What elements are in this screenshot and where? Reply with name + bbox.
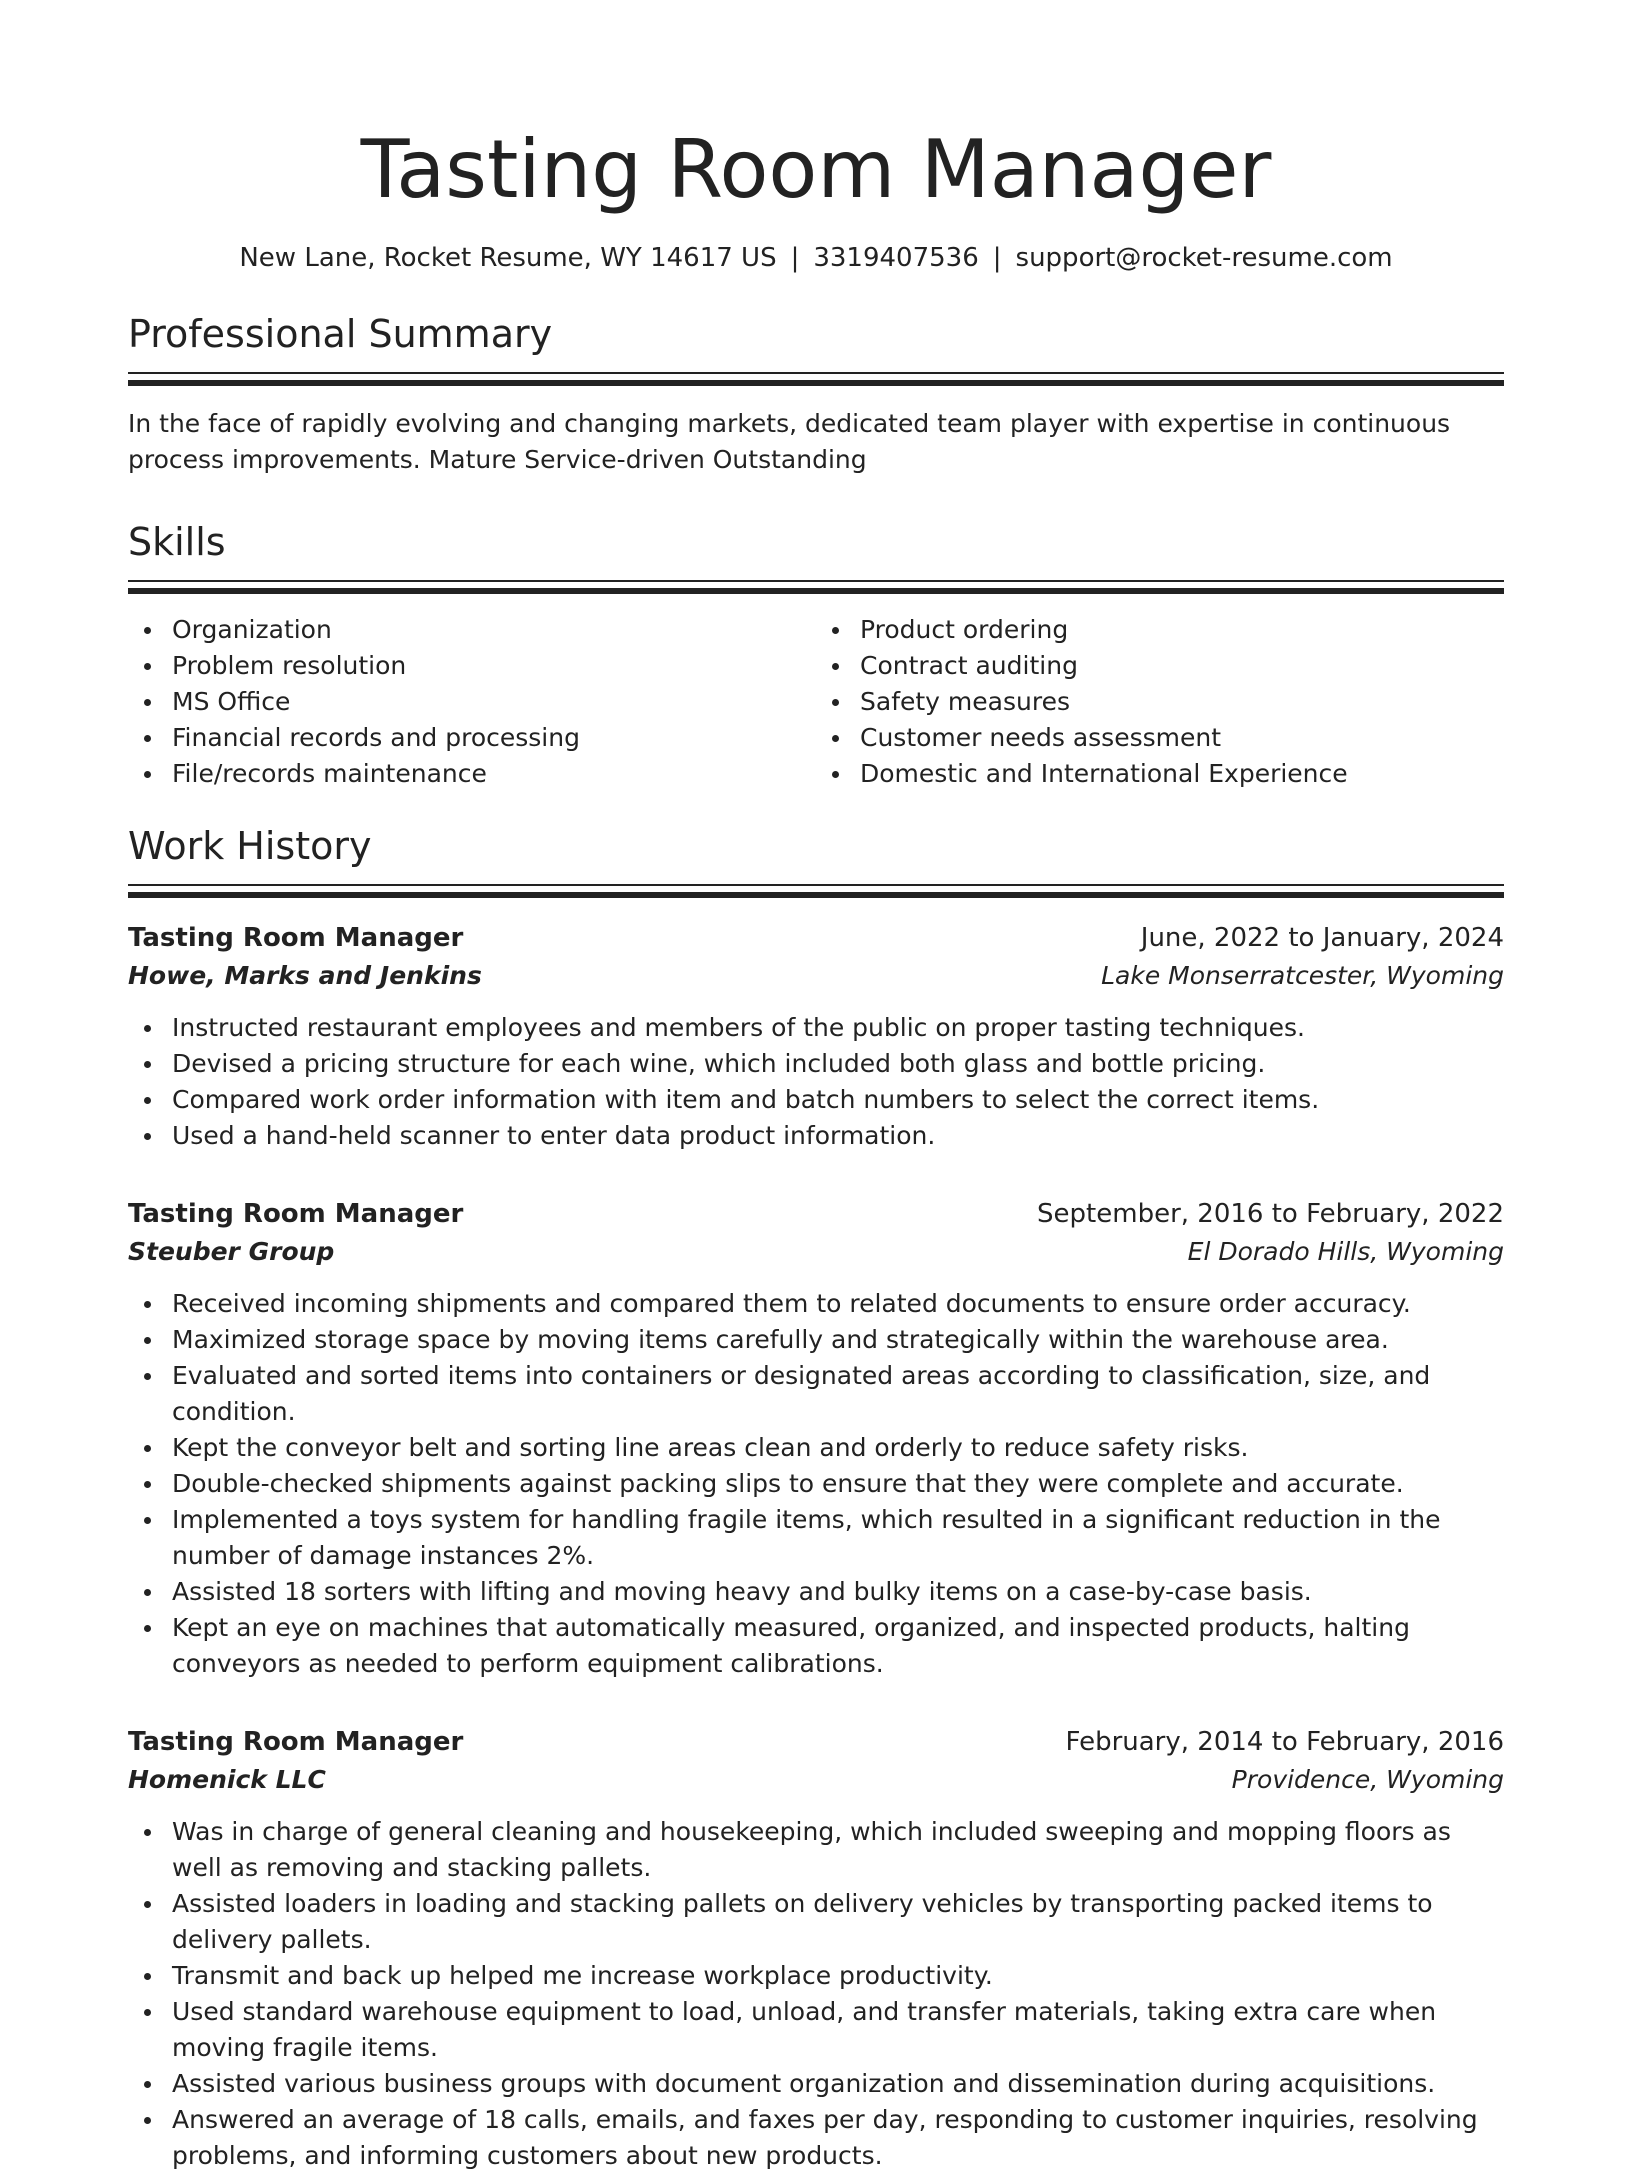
job-duties-list <box>128 1010 1504 1154</box>
job-location: Providence, Wyoming <box>1231 1765 1504 1794</box>
skill-item: Domestic and International Experience <box>816 756 1504 792</box>
job-duty: Implemented a toys system for handling fragile items, which resulted in a significant reduction in the number of damage instances 2%. <box>128 1502 1504 1574</box>
job-header-row <box>128 1724 1504 1760</box>
skills-section <box>128 518 1504 792</box>
work-history-section <box>128 822 1504 2174</box>
skill-item: File/records maintenance <box>128 756 816 792</box>
job-subheader-row <box>128 956 1504 996</box>
job-duties-list <box>128 1814 1504 2174</box>
job-company: Homenick LLC <box>128 1765 326 1794</box>
job-duty: Received incoming shipments and compared them to related documents to ensure order accuracy. <box>128 1286 1504 1322</box>
job-duty: Double-checked shipments against packing slips to ensure that they were complete and accurate. <box>128 1466 1504 1502</box>
job-duty: Maximized storage space by moving items carefully and strategically within the warehouse area. <box>128 1322 1504 1358</box>
section-divider <box>128 372 1504 386</box>
job-dates: September, 2016 to February, 2022 <box>1037 1199 1504 1229</box>
job-duty: Assisted 18 sorters with lifting and moving heavy and bulky items on a case-by-case basis. <box>128 1574 1504 1610</box>
job-duty: Assisted loaders in loading and stacking pallets on delivery vehicles by transporting packed items to delivery pallets. <box>128 1886 1504 1958</box>
job-dates: June, 2022 to January, 2024 <box>1140 923 1504 953</box>
job-duties-list <box>128 1286 1504 1682</box>
skills-grid <box>128 612 1504 792</box>
skill-item: MS Office <box>128 684 816 720</box>
skill-item: Organization <box>128 612 816 648</box>
job-header-row <box>128 1196 1504 1232</box>
job-duty: Assisted various business groups with document organization and dissemination during acquisitions. <box>128 2066 1504 2102</box>
job-duty: Instructed restaurant employees and members of the public on proper tasting techniques. <box>128 1010 1504 1046</box>
skills-list-right <box>816 612 1504 792</box>
summary-text: In the face of rapidly evolving and changing markets, dedicated team player with expertise in continuous process improvements. Mature Service-driven Outstanding <box>128 409 1451 474</box>
job-location: Lake Monserratcester, Wyoming <box>1101 961 1504 990</box>
contact-separator: | <box>992 243 1002 273</box>
job-duty: Kept the conveyor belt and sorting line areas clean and orderly to reduce safety risks. <box>128 1430 1504 1466</box>
section-title-summary: Professional Summary <box>128 312 553 356</box>
skill-item: Problem resolution <box>128 648 816 684</box>
job-duty: Devised a pricing structure for each wine, which included both glass and bottle pricing. <box>128 1046 1504 1082</box>
skill-item: Financial records and processing <box>128 720 816 756</box>
job-duty: Answered an average of 18 calls, emails, and faxes per day, responding to customer inquiries, resolving problems, and informing customers about new products. <box>128 2102 1504 2174</box>
section-title-skills: Skills <box>128 520 226 564</box>
job-company: Howe, Marks and Jenkins <box>128 961 482 990</box>
job-title: Tasting Room Manager <box>128 1727 464 1757</box>
skill-item: Contract auditing <box>816 648 1504 684</box>
professional-summary-section <box>128 310 1504 478</box>
contact-line <box>128 242 1504 274</box>
job-duty: Was in charge of general cleaning and housekeeping, which included sweeping and mopping floors as well as removing and stacking pallets. <box>128 1814 1504 1886</box>
job-header-row <box>128 920 1504 956</box>
job-entry <box>128 1196 1504 1682</box>
job-title: Tasting Room Manager <box>128 923 464 953</box>
job-duty: Transmit and back up helped me increase workplace productivity. <box>128 1958 1504 1994</box>
contact-phone: 3319407536 <box>813 243 979 273</box>
skills-list-left <box>128 612 816 792</box>
resume-name: Tasting Room Manager <box>360 123 1272 216</box>
skill-item: Product ordering <box>816 612 1504 648</box>
job-entry <box>128 920 1504 1154</box>
section-title-work: Work History <box>128 824 372 868</box>
job-company: Steuber Group <box>128 1237 335 1266</box>
contact-email: support@rocket-resume.com <box>1015 243 1393 273</box>
job-duty: Used standard warehouse equipment to load, unload, and transfer materials, taking extra care when moving fragile items. <box>128 1994 1504 2066</box>
job-duty: Compared work order information with item and batch numbers to select the correct items. <box>128 1082 1504 1118</box>
job-title: Tasting Room Manager <box>128 1199 464 1229</box>
job-entry <box>128 1724 1504 2174</box>
skill-item: Customer needs assessment <box>816 720 1504 756</box>
job-subheader-row <box>128 1232 1504 1272</box>
job-duty: Kept an eye on machines that automatically measured, organized, and inspected products, halting conveyors as needed to perform equipment calibrations. <box>128 1610 1504 1682</box>
skill-item: Safety measures <box>816 684 1504 720</box>
section-divider <box>128 580 1504 594</box>
job-duty: Used a hand-held scanner to enter data product information. <box>128 1118 1504 1154</box>
contact-separator: | <box>790 243 800 273</box>
job-duty: Evaluated and sorted items into containers or designated areas according to classification, size, and condition. <box>128 1358 1504 1430</box>
job-subheader-row <box>128 1760 1504 1800</box>
job-dates: February, 2014 to February, 2016 <box>1065 1727 1504 1757</box>
job-location: El Dorado Hills, Wyoming <box>1187 1237 1504 1266</box>
section-divider <box>128 884 1504 898</box>
contact-address: New Lane, Rocket Resume, WY 14617 US <box>239 243 777 273</box>
